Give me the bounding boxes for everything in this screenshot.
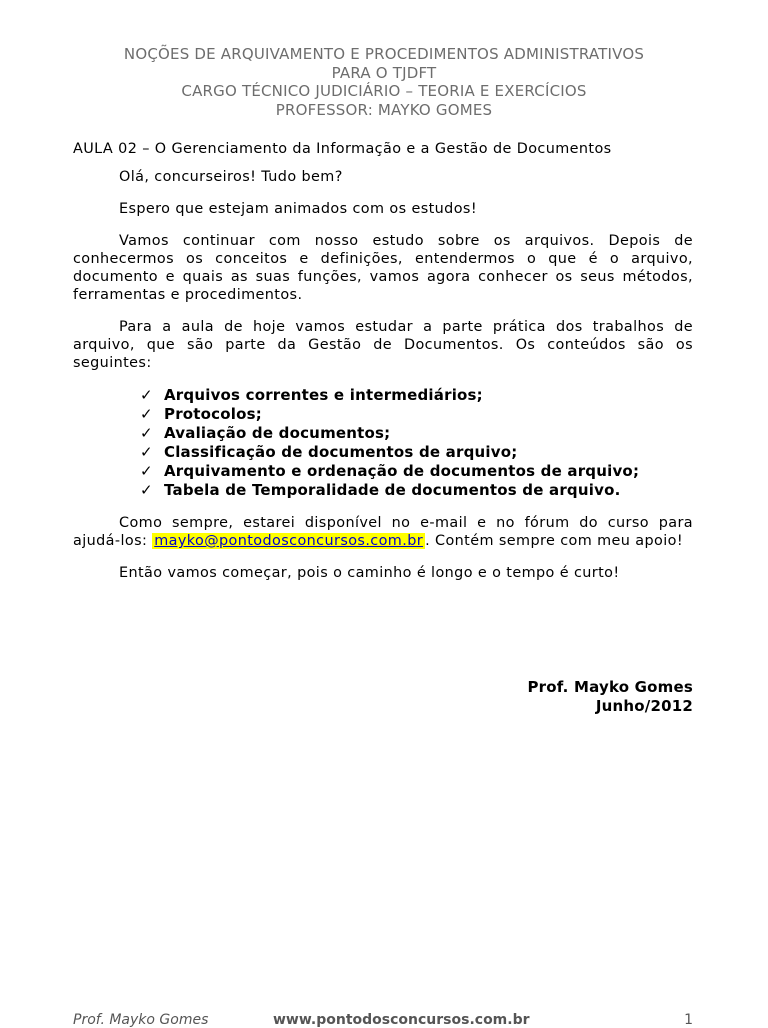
footer-website-link[interactable]: www.pontodosconcursos.com.br — [273, 1012, 530, 1028]
topic-label: Classificação de documentos de arquivo; — [164, 443, 518, 461]
email-link[interactable]: mayko@pontodosconcursos.com.br — [154, 533, 424, 549]
signature-date: Junho/2012 — [595, 697, 693, 715]
checkmark-icon: ✓ — [140, 481, 153, 499]
topic-label: Tabela de Temporalidade de documentos de arquivo. — [164, 481, 621, 499]
topic-label: Arquivamento e ordenação de documentos de arquivo; — [164, 462, 640, 480]
topic-label: Protocolos; — [164, 405, 262, 423]
checkmark-icon: ✓ — [140, 443, 153, 461]
list-item — [140, 424, 693, 443]
header-line-course: NOÇÕES DE ARQUIVAMENTO E PROCEDIMENTOS ADMINISTRATIVOS — [123, 45, 645, 63]
list-item — [140, 443, 693, 462]
header-line-target: PARA O TJDFT — [331, 63, 437, 82]
continue-paragraph: Vamos continuar com nosso estudo sobre os arquivos. Depois de conhecermos os conceitos e definições, entendermos o que é o arquivo, documento e quais as suas funções, vamos agora conhecer os seus métodos, ferramentas e procedimentos. — [73, 233, 693, 303]
topic-label: Arquivos correntes e intermediários; — [164, 386, 483, 404]
checkmark-icon: ✓ — [140, 405, 153, 423]
checkmark-icon: ✓ — [140, 386, 153, 404]
document-body — [73, 140, 693, 596]
email-intro-text: Como sempre, estarei disponível no e-mail e no fórum do curso para ajudá-los: — [73, 515, 693, 549]
topics-list — [73, 386, 693, 500]
greeting-paragraph: Olá, concurseiros! Tudo bem? — [119, 169, 343, 185]
lesson-title: AULA 02 – O Gerenciamento da Informação e a Gestão de Documentos — [73, 141, 612, 157]
document-header — [0, 45, 768, 119]
email-outro-text: . Contém sempre com meu apoio! — [425, 533, 684, 549]
list-item — [140, 386, 693, 405]
signature-block — [527, 678, 693, 716]
list-item — [140, 405, 693, 424]
email-paragraph — [73, 514, 693, 550]
checkmark-icon: ✓ — [140, 462, 153, 480]
start-paragraph: Então vamos começar, pois o caminho é longo e o tempo é curto! — [119, 565, 620, 581]
page-number: 1 — [684, 1012, 693, 1028]
today-paragraph: Para a aula de hoje vamos estudar a parte prática dos trabalhos de arquivo, que são parte da Gestão de Documentos. Os conteúdos são os seguintes: — [73, 319, 693, 371]
topic-label: Avaliação de documentos; — [164, 424, 391, 442]
header-line-professor: PROFESSOR: MAYKO GOMES — [275, 100, 493, 119]
list-item — [140, 481, 693, 500]
footer-author: Prof. Mayko Gomes — [73, 1012, 209, 1028]
header-line-cargo: CARGO TÉCNICO JUDICIÁRIO – TEORIA E EXERCÍCIOS — [181, 82, 587, 100]
checkmark-icon: ✓ — [140, 424, 153, 442]
hope-paragraph: Espero que estejam animados com os estudos! — [119, 201, 477, 217]
list-item — [140, 462, 693, 481]
signature-name: Prof. Mayko Gomes — [527, 678, 693, 696]
